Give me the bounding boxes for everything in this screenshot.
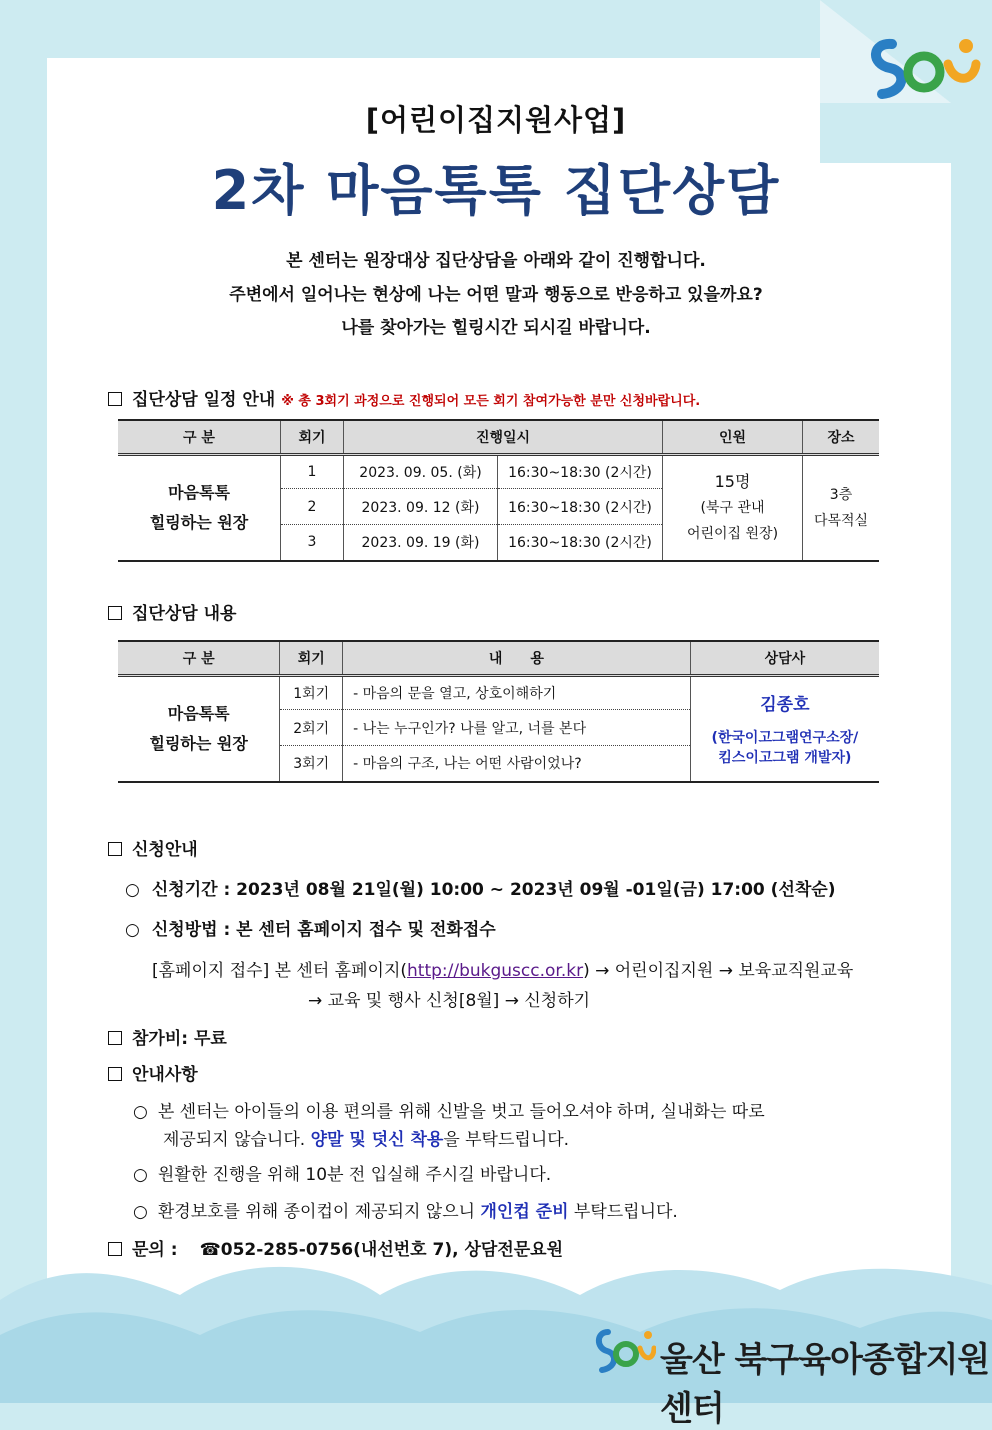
notice-item-2: ○ 원활한 진행을 위해 10분 전 입실해 주시길 바랍니다. bbox=[133, 1165, 552, 1185]
web-apply-line: [홈페이지 접수] 본 센터 홈페이지(http://bukguscc.or.kr) → 어린이집지원 → 보육교직원교육 bbox=[152, 961, 854, 981]
time-cell: 16:30~18:30 (2시간) bbox=[498, 489, 663, 525]
circle-bullet-icon: ○ bbox=[133, 1165, 148, 1185]
footer-logo-icon bbox=[592, 1326, 656, 1378]
checkbox-icon bbox=[108, 1031, 122, 1045]
center-logo-icon bbox=[862, 34, 982, 106]
col-header: 회기 bbox=[281, 420, 344, 455]
col-header: 회기 bbox=[280, 641, 343, 676]
schedule-table bbox=[118, 419, 879, 562]
col-header: 구 분 bbox=[118, 641, 280, 676]
col-header: 인원 bbox=[663, 420, 803, 455]
col-header: 장소 bbox=[803, 420, 880, 455]
col-header: 구 분 bbox=[118, 420, 281, 455]
notice-item-1-cont: 제공되지 않습니다. 양말 및 덧신 착용을 부탁드립니다. bbox=[163, 1130, 570, 1150]
date-cell: 2023. 09. 12 (화) bbox=[344, 489, 498, 525]
people-cell: 15명 (북구 관내 어린이집 원장) bbox=[663, 455, 803, 561]
circle-bullet-icon: ○ bbox=[125, 920, 140, 940]
homepage-link[interactable]: http://bukguscc.or.kr bbox=[407, 961, 584, 981]
contact-line: 문의 : ☎052-285-0756(내선번호 7), 상담전문요원 bbox=[108, 1235, 563, 1260]
time-cell: 16:30~18:30 (2시간) bbox=[498, 455, 663, 489]
content-cell: - 마음의 구조, 나는 어떤 사람이었나? bbox=[343, 746, 691, 782]
col-header: 진행일시 bbox=[344, 420, 663, 455]
content-table bbox=[118, 640, 879, 783]
group-cell: 마음톡톡 힐링하는 원장 bbox=[118, 455, 281, 561]
circle-bullet-icon: ○ bbox=[125, 880, 140, 900]
session-cell: 1회기 bbox=[280, 676, 343, 710]
schedule-note: ※ 총 3회기 과정으로 진행되어 모든 회기 참여가능한 분만 신청바랍니다. bbox=[281, 394, 701, 409]
intro-line-2: 주변에서 일어나는 현상에 나는 어떤 말과 행동으로 반응하고 있을까요? bbox=[229, 285, 763, 305]
checkbox-icon bbox=[108, 392, 122, 406]
notice-item-1: ○ 본 센터는 아이들의 이용 편의를 위해 신발을 벗고 들어오셔야 하며, 실내화는 따로 bbox=[133, 1102, 765, 1122]
content-section-title: 집단상담 내용 bbox=[108, 599, 236, 624]
fee-line: 참가비: 무료 bbox=[108, 1024, 227, 1049]
session-cell: 3회기 bbox=[280, 746, 343, 782]
content-cell: - 나는 누구인가? 나를 알고, 너를 본다 bbox=[343, 710, 691, 746]
col-header: 내 용 bbox=[343, 641, 691, 676]
web-apply-line-2: → 교육 및 행사 신청[8월] → 신청하기 bbox=[308, 991, 591, 1011]
counselor-cell: 김종호 (한국이고그램연구소장/ 킴스이고그램 개발자) bbox=[690, 676, 879, 782]
intro-line-1: 본 센터는 원장대상 집단상담을 아래와 같이 진행합니다. bbox=[286, 251, 706, 271]
session-cell: 1 bbox=[281, 455, 344, 489]
session-cell: 3 bbox=[281, 525, 344, 561]
apply-period: ○ 신청기간 : 2023년 08월 21일(월) 10:00 ~ 2023년 09월 -01일(금) 17:00 (선착순) bbox=[125, 880, 836, 900]
col-header: 상담사 bbox=[690, 641, 879, 676]
group-cell: 마음톡톡 힐링하는 원장 bbox=[118, 676, 280, 782]
session-cell: 2 bbox=[281, 489, 344, 525]
subtitle: [어린이집지원사업] bbox=[365, 103, 627, 137]
date-cell: 2023. 09. 19 (화) bbox=[344, 525, 498, 561]
circle-bullet-icon: ○ bbox=[133, 1202, 148, 1222]
apply-method: ○ 신청방법 : 본 센터 홈페이지 접수 및 전화접수 bbox=[125, 920, 496, 940]
notice-section-title: 안내사항 bbox=[108, 1060, 198, 1085]
date-cell: 2023. 09. 05. (화) bbox=[344, 455, 498, 489]
session-cell: 2회기 bbox=[280, 710, 343, 746]
checkbox-icon bbox=[108, 606, 122, 620]
place-cell: 3층 다목적실 bbox=[803, 455, 880, 561]
notice-item-3: ○ 환경보호를 위해 종이컵이 제공되지 않으니 개인컵 준비 부탁드립니다. bbox=[133, 1202, 678, 1222]
footer-org-name: 울산 북구육아종합지원센터 bbox=[660, 1340, 990, 1429]
checkbox-icon bbox=[108, 1067, 122, 1081]
phone-number: ☎052-285-0756(내선번호 7), 상담전문요원 bbox=[199, 1240, 564, 1260]
intro-line-3: 나를 찾아가는 힐링시간 되시길 바랍니다. bbox=[341, 318, 651, 338]
apply-section-title: 신청안내 bbox=[108, 835, 198, 860]
page-title: 2차 마음톡톡 집단상담 bbox=[211, 159, 781, 222]
circle-bullet-icon: ○ bbox=[133, 1102, 148, 1122]
counselor-name: 김종호 bbox=[760, 695, 810, 716]
content-cell: - 마음의 문을 열고, 상호이해하기 bbox=[343, 676, 691, 710]
time-cell: 16:30~18:30 (2시간) bbox=[498, 525, 663, 561]
schedule-section-title: 집단상담 일정 안내 ※ 총 3회기 과정으로 진행되어 모든 회기 참여가능한 분만 신청바랍니다. bbox=[108, 385, 700, 410]
checkbox-icon bbox=[108, 842, 122, 856]
